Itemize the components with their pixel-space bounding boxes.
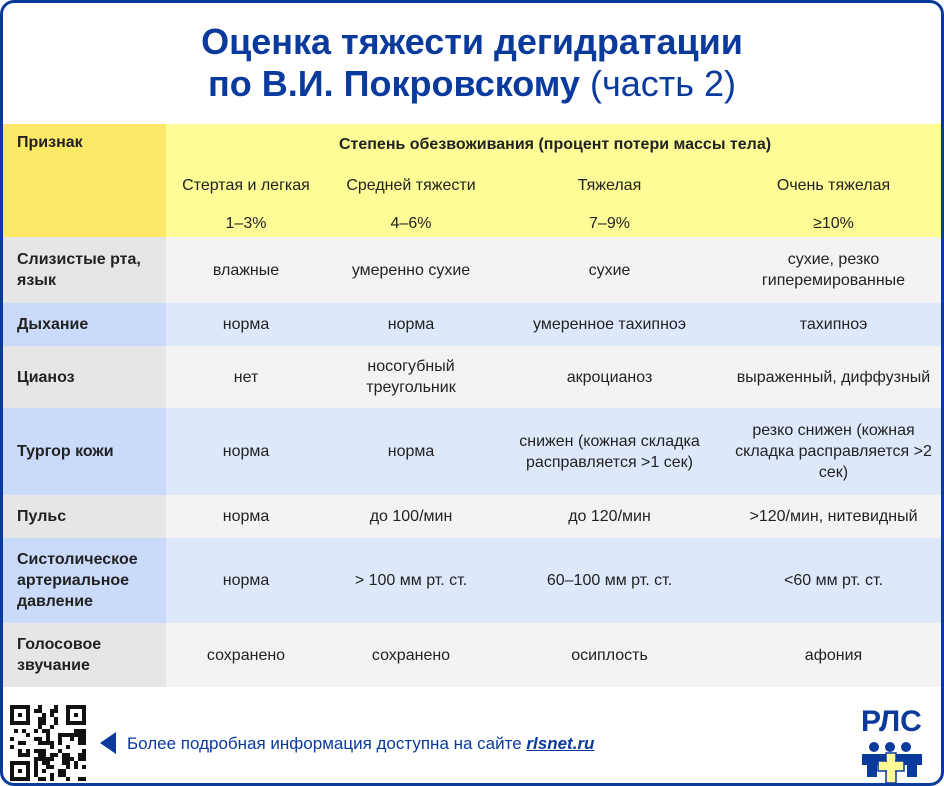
table-row <box>3 408 944 495</box>
table-row <box>3 346 944 408</box>
cell-value: 60–100 мм рт. ст. <box>496 538 723 623</box>
row-label: Слизистые рта, язык <box>3 237 166 303</box>
cell-value: влажные <box>166 237 326 303</box>
level-name: Тяжелая <box>496 160 723 210</box>
cell-value: сохранено <box>326 623 496 687</box>
cell-value: резко снижен (кожная складка расправляется >2 сек) <box>723 408 944 495</box>
header-row <box>3 124 944 160</box>
cell-value: снижен (кожная складка расправляется >1 сек) <box>496 408 723 495</box>
arrow-left-icon <box>100 732 116 754</box>
cell-value: норма <box>166 538 326 623</box>
cell-value: до 120/мин <box>496 495 723 538</box>
cell-value: до 100/мин <box>326 495 496 538</box>
footer-text <box>127 734 594 754</box>
level-name: Очень тяжелая <box>723 160 944 210</box>
level-pct: 7–9% <box>496 210 723 237</box>
row-label: Цианоз <box>3 346 166 408</box>
footer-info: Более подробная информация доступна на сайте <box>127 734 522 753</box>
cell-value: умеренно сухие <box>326 237 496 303</box>
page-title <box>3 21 941 105</box>
cell-value: норма <box>326 408 496 495</box>
cell-value: умеренное тахипноэ <box>496 303 723 346</box>
row-label: Голосовое звучание <box>3 623 166 687</box>
cell-value: >120/мин, нитевидный <box>723 495 944 538</box>
cell-value: тахипноэ <box>723 303 944 346</box>
sign-header: Признак <box>3 124 166 237</box>
qr-code[interactable] <box>10 705 86 781</box>
cell-value: <60 мм рт. ст. <box>723 538 944 623</box>
cell-value: афония <box>723 623 944 687</box>
title-bold: по В.И. Покровскому <box>207 63 580 104</box>
cell-value: выраженный, диффузный <box>723 346 944 408</box>
cell-value: > 100 мм рт. ст. <box>326 538 496 623</box>
table-row <box>3 495 944 538</box>
level-pct: 4–6% <box>326 210 496 237</box>
table-row <box>3 623 944 687</box>
degree-header: Степень обезвоживания (процент потери массы тела) <box>166 124 944 160</box>
cell-value: акроцианоз <box>496 346 723 408</box>
cell-value: сухие, резко гиперемированные <box>723 237 944 303</box>
row-label: Систолическое артериальное давление <box>3 538 166 623</box>
cell-value: носогубный треугольник <box>326 346 496 408</box>
table-row <box>3 303 944 346</box>
cell-value: нет <box>166 346 326 408</box>
row-label: Дыхание <box>3 303 166 346</box>
dehydration-table <box>3 124 944 687</box>
cell-value: сохранено <box>166 623 326 687</box>
site-link[interactable]: rlsnet.ru <box>526 734 595 753</box>
row-label: Пульс <box>3 495 166 538</box>
title-light: (часть 2) <box>589 63 737 104</box>
level-pct: ≥10% <box>723 210 944 237</box>
level-name: Средней тяжести <box>326 160 496 210</box>
title-line-1: Оценка тяжести дегидратации <box>201 21 743 62</box>
cell-value: норма <box>166 303 326 346</box>
svg-text:РЛС: РЛС <box>861 705 922 738</box>
cell-value: осиплость <box>496 623 723 687</box>
level-name: Стертая и легкая <box>166 160 326 210</box>
row-label: Тургор кожи <box>3 408 166 495</box>
cell-value: сухие <box>496 237 723 303</box>
cell-value: норма <box>166 408 326 495</box>
level-pct: 1–3% <box>166 210 326 237</box>
table-row <box>3 538 944 623</box>
table-row <box>3 237 944 303</box>
rls-logo <box>859 703 939 785</box>
cell-value: норма <box>166 495 326 538</box>
title-line-2 <box>3 63 941 105</box>
cell-value: норма <box>326 303 496 346</box>
